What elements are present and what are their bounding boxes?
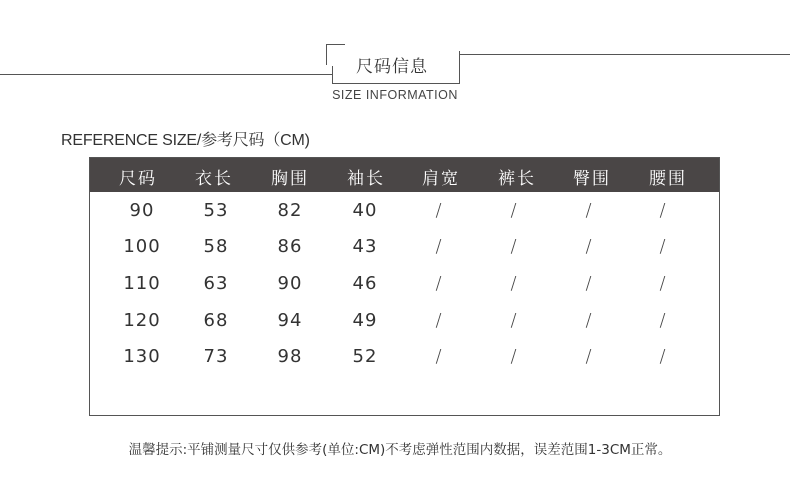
column-header: 裤长 bbox=[498, 169, 536, 189]
column-header: 胸围 bbox=[271, 169, 309, 189]
table-cell: 86 bbox=[277, 236, 303, 257]
table-row bbox=[90, 200, 719, 236]
table-cell: / bbox=[585, 273, 593, 294]
table-cell: 43 bbox=[352, 236, 378, 257]
table-cell: 90 bbox=[129, 200, 155, 221]
table-cell: / bbox=[659, 273, 667, 294]
table-header bbox=[90, 158, 719, 192]
reference-size-label: REFERENCE SIZE/参考尺码（CM) bbox=[61, 132, 310, 149]
table-cell: 68 bbox=[203, 310, 229, 331]
column-header: 袖长 bbox=[347, 169, 385, 189]
title-frame-inner-left bbox=[332, 66, 333, 83]
table-cell: 53 bbox=[203, 200, 229, 221]
table-cell: / bbox=[435, 200, 443, 221]
column-header: 衣长 bbox=[195, 169, 233, 189]
table-cell: 63 bbox=[203, 273, 229, 294]
column-header: 肩宽 bbox=[422, 169, 460, 189]
table-cell: 49 bbox=[352, 310, 378, 331]
table-cell: 82 bbox=[277, 200, 303, 221]
page-title: 尺码信息 bbox=[356, 57, 428, 77]
measurement-note: 温馨提示:平铺测量尺寸仅供参考(单位:CM)不考虑弹性范围内数据，误差范围1-3CM正常。 bbox=[128, 442, 672, 458]
table-cell: / bbox=[510, 200, 518, 221]
table-cell: / bbox=[435, 310, 443, 331]
page-subtitle: SIZE INFORMATION bbox=[332, 88, 458, 102]
column-header: 腰围 bbox=[649, 169, 687, 189]
table-cell: / bbox=[435, 236, 443, 257]
size-table bbox=[89, 157, 720, 416]
table-cell: / bbox=[435, 346, 443, 367]
table-row bbox=[90, 310, 719, 346]
table-cell: 90 bbox=[277, 273, 303, 294]
table-cell: / bbox=[659, 346, 667, 367]
table-cell: / bbox=[659, 310, 667, 331]
table-cell: 130 bbox=[123, 346, 161, 367]
table-cell: / bbox=[435, 273, 443, 294]
header-rule-right bbox=[458, 54, 790, 55]
table-cell: / bbox=[585, 236, 593, 257]
table-cell: 58 bbox=[203, 236, 229, 257]
table-cell: / bbox=[510, 273, 518, 294]
table-cell: / bbox=[659, 236, 667, 257]
table-row bbox=[90, 236, 719, 272]
table-cell: 110 bbox=[123, 273, 161, 294]
column-header: 尺码 bbox=[119, 169, 157, 189]
table-row bbox=[90, 346, 719, 382]
table-cell: / bbox=[659, 200, 667, 221]
table-cell: 100 bbox=[123, 236, 161, 257]
table-cell: / bbox=[585, 310, 593, 331]
table-row bbox=[90, 273, 719, 309]
table-cell: / bbox=[585, 200, 593, 221]
table-cell: / bbox=[510, 236, 518, 257]
table-cell: 73 bbox=[203, 346, 229, 367]
table-cell: 52 bbox=[352, 346, 378, 367]
table-cell: / bbox=[510, 310, 518, 331]
table-cell: 120 bbox=[123, 310, 161, 331]
table-cell: / bbox=[585, 346, 593, 367]
header-rule-left bbox=[0, 74, 342, 75]
table-cell: 98 bbox=[277, 346, 303, 367]
table-cell: / bbox=[510, 346, 518, 367]
table-cell: 40 bbox=[352, 200, 378, 221]
table-cell: 46 bbox=[352, 273, 378, 294]
column-header: 臀围 bbox=[573, 169, 611, 189]
table-cell: 94 bbox=[277, 310, 303, 331]
